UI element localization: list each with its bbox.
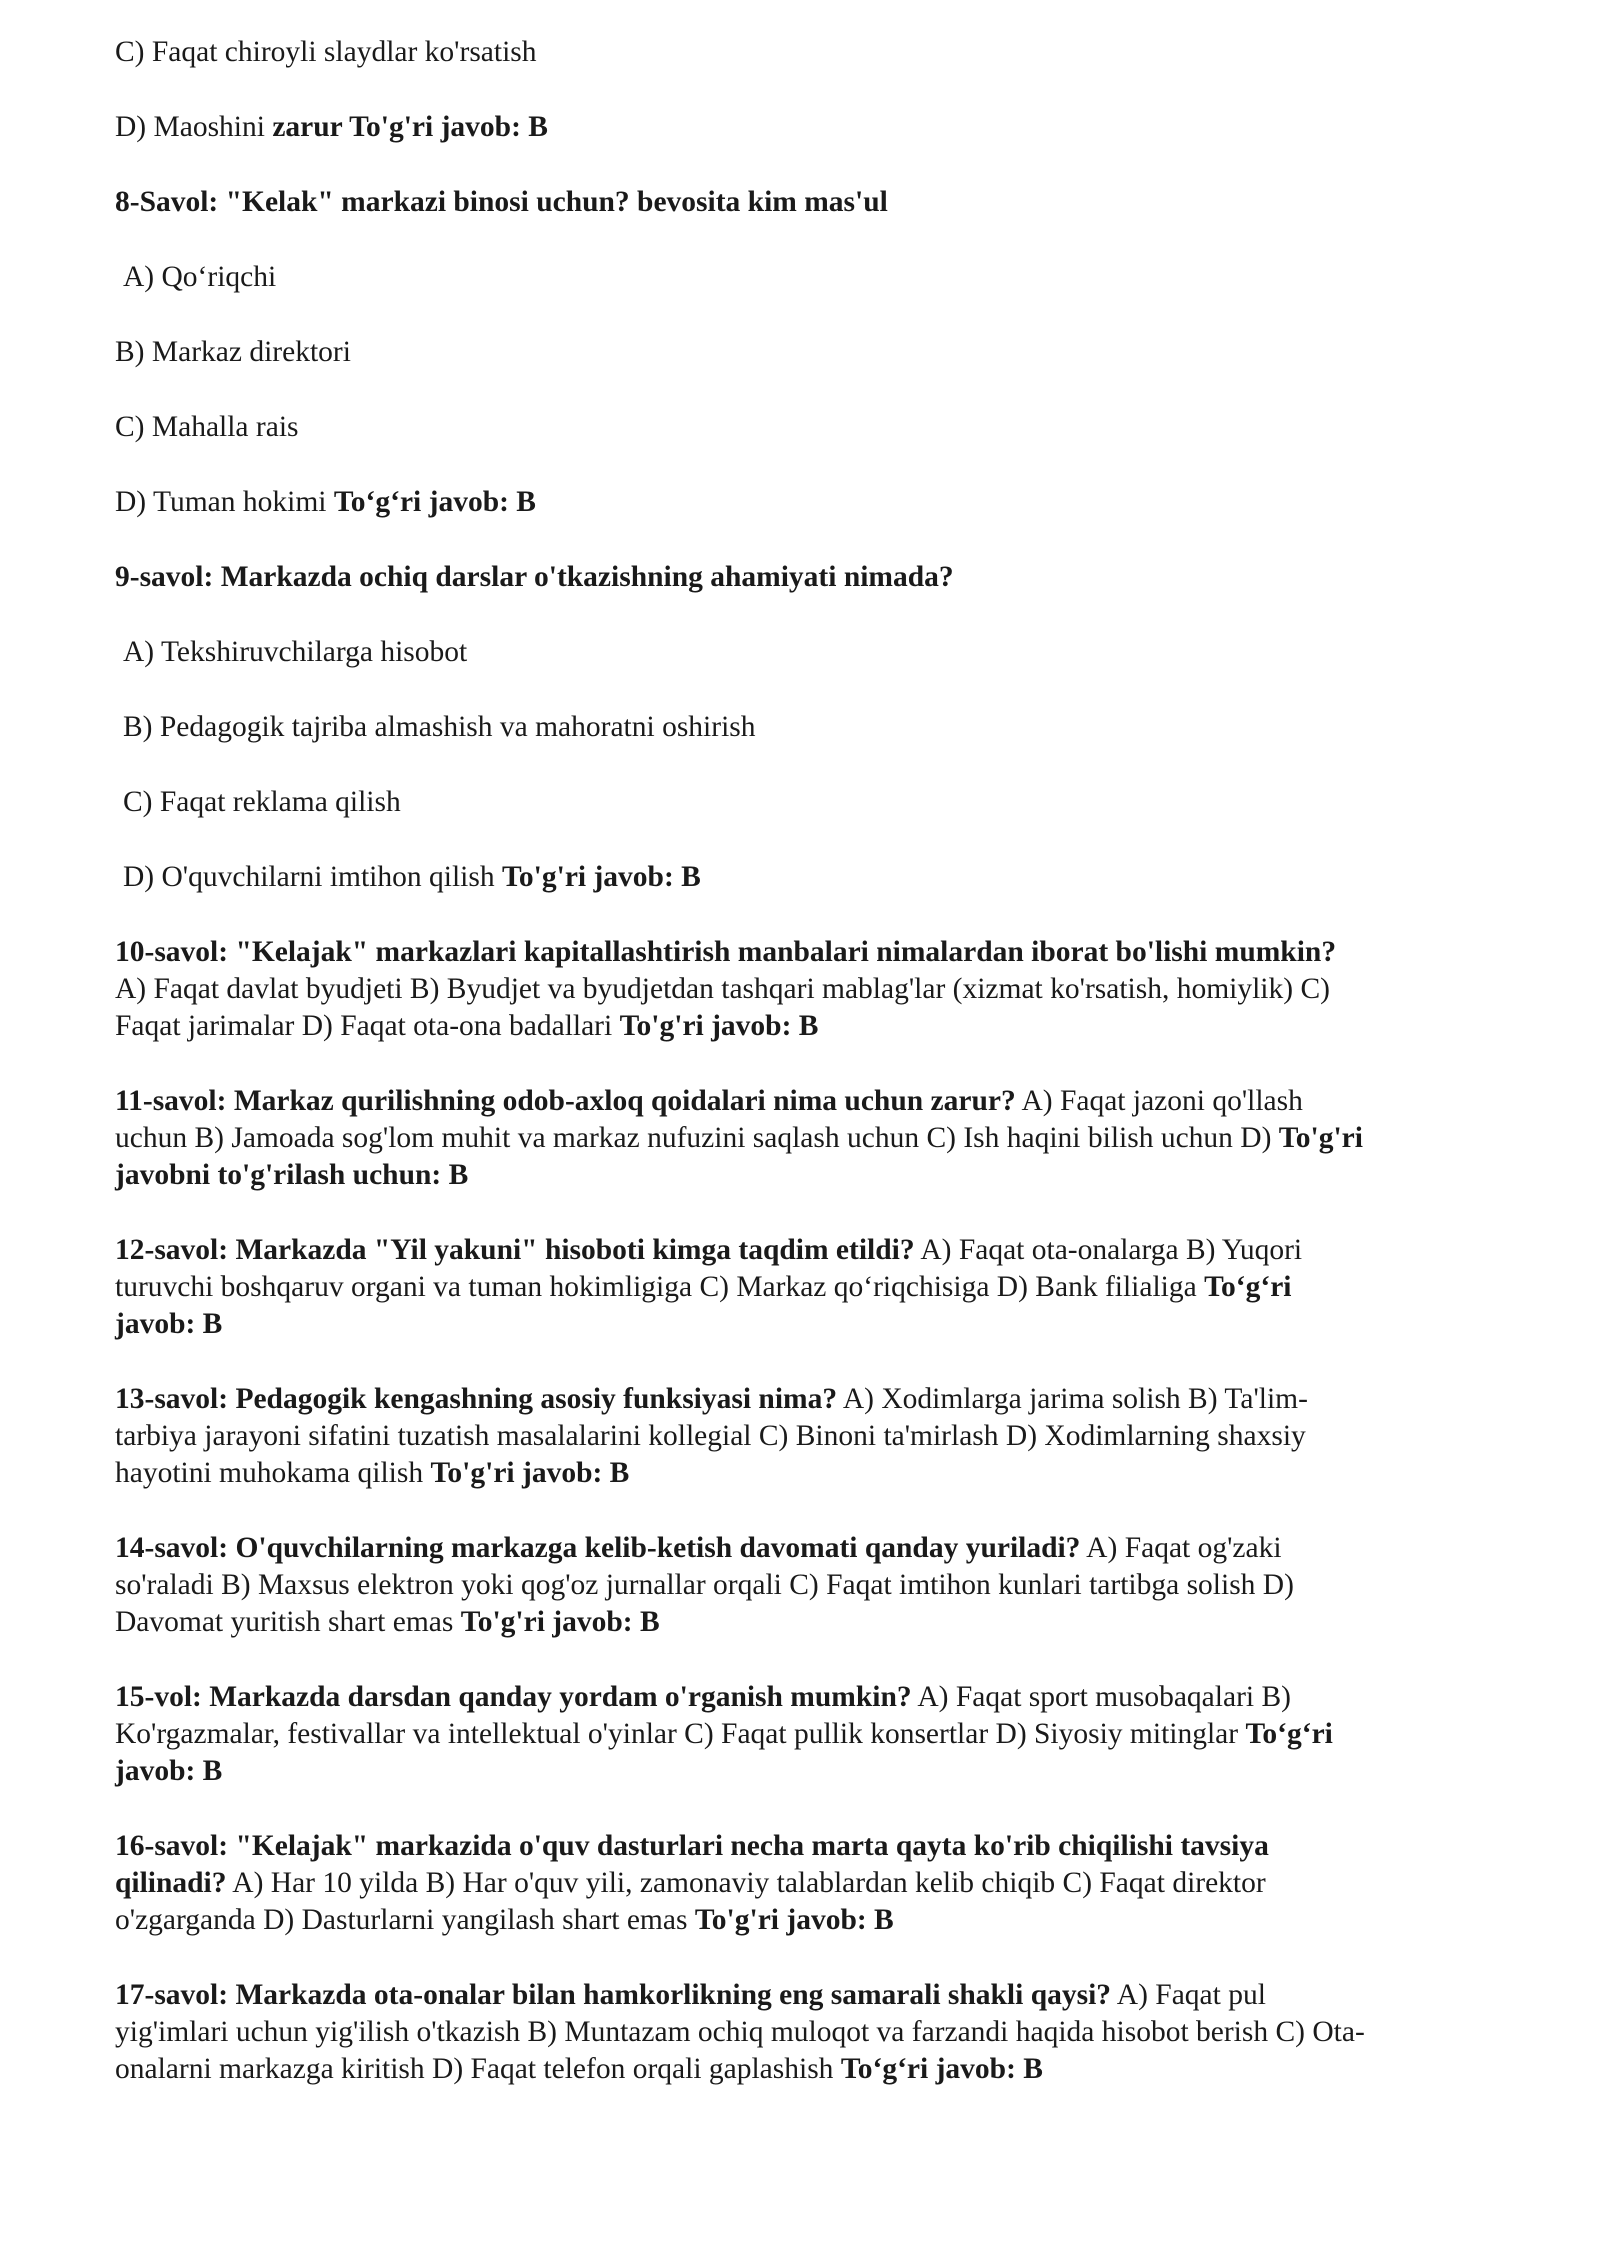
answer-text: To'g'ri javob: B <box>430 1457 630 1489</box>
q12-paragraph <box>115 1232 1495 1343</box>
answer-text: To'g'ri javob: B <box>619 1010 819 1042</box>
q14-paragraph <box>115 1530 1495 1641</box>
option-text: D) Tuman hokimi <box>115 486 334 518</box>
options-text: tarbiya jarayoni sifatini tuzatish masalalarini kollegial C) Binoni ta'mirlash D) Xodimlarning shaxsiy <box>115 1420 1306 1452</box>
answer-text: To'g'ri <box>1278 1122 1363 1154</box>
document-page <box>115 34 1495 2088</box>
option-text: C) Faqat chiroyli slaydlar ko'rsatish <box>115 36 537 68</box>
option-text: C) Faqat reklama qilish <box>123 786 401 818</box>
answer-text: To‘g‘ri javob: B <box>333 486 536 518</box>
q13-paragraph <box>115 1381 1495 1492</box>
q8-option-d <box>115 484 1495 521</box>
q11-paragraph <box>115 1083 1495 1194</box>
options-text: A) Faqat ota-onalarga B) Yuqori <box>914 1234 1303 1266</box>
q8-option-b <box>115 334 1495 371</box>
q7-option-c <box>115 34 1495 71</box>
option-text: A) Tekshiruvchilarga hisobot <box>123 636 468 668</box>
options-text: A) Xodimlarga jarima solish B) Ta'lim- <box>837 1383 1308 1415</box>
options-text: A) Faqat sport musobaqalari B) <box>911 1681 1291 1713</box>
answer-text: To‘g‘ri javob: B <box>840 2053 1043 2085</box>
options-text: onalarni markazga kiritish D) Faqat telefon orqali gaplashish <box>115 2053 841 2085</box>
q8-option-c <box>115 409 1495 446</box>
options-text: Faqat jarimalar D) Faqat ota-ona badallari <box>115 1010 620 1042</box>
q9-option-c <box>115 784 1495 821</box>
option-text: B) Pedagogik tajriba almashish va mahoratni oshirish <box>123 711 756 743</box>
q15-paragraph <box>115 1679 1495 1790</box>
options-text: A) Faqat og'zaki <box>1080 1532 1282 1564</box>
question-title: 15-vol: Markazda darsdan qanday yordam o'rganish mumkin? <box>115 1681 912 1713</box>
answer-text: To‘g‘ri <box>1204 1271 1292 1303</box>
options-text: o'zgarganda D) Dasturlarni yangilash shart emas <box>115 1904 695 1936</box>
q9-option-d <box>115 859 1495 896</box>
question-title: 9-savol: Markazda ochiq darslar o'tkazishning ahamiyati nimada? <box>115 561 954 593</box>
answer-text: To'g'ri javob: B <box>694 1904 894 1936</box>
question-title: 16-savol: "Kelajak" markazida o'quv dasturlari necha marta qayta ko'rib chiqilishi tavsiya <box>115 1830 1269 1862</box>
answer-text: javob: B <box>115 1308 223 1340</box>
options-text: A) Faqat davlat byudjeti B) Byudjet va byudjetdan tashqari mablag'lar (xizmat ko'rsatish, homiylik) C) <box>115 973 1330 1005</box>
options-text: A) Faqat jazoni qo'llash <box>1015 1085 1303 1117</box>
options-text: turuvchi boshqaruv organi va tuman hokimligiga C) Markaz qo‘riqchisiga D) Bank filialiga <box>115 1271 1205 1303</box>
q9-option-b <box>115 709 1495 746</box>
option-text: B) Markaz direktori <box>115 336 351 368</box>
options-text: A) Faqat pul <box>1111 1979 1266 2011</box>
answer-text: zarur To'g'ri javob: B <box>272 111 548 143</box>
question-title: 8-Savol: "Kelak" markazi binosi uchun? bevosita kim mas'ul <box>115 186 888 218</box>
options-text: hayotini muhokama qilish <box>115 1457 431 1489</box>
answer-text: javobni to'g'rilash uchun: B <box>115 1159 469 1191</box>
options-text: yig'imlari uchun yig'ilish o'tkazish B) Muntazam ochiq muloqot va farzandi haqida hisobot berish C) Ota- <box>115 2016 1365 2048</box>
options-text: Ko'rgazmalar, festivallar va intellektual o'yinlar C) Faqat pullik konsertlar D) Siyosiy mitinglar <box>115 1718 1246 1750</box>
question-title: 17-savol: Markazda ota-onalar bilan hamkorlikning eng samarali shakli qaysi? <box>115 1979 1112 2011</box>
options-text: A) Har 10 yilda B) Har o'quv yili, zamonaviy talablardan kelib chiqib C) Faqat direktor <box>226 1867 1266 1899</box>
q9-title <box>115 559 1495 596</box>
answer-text: To'g'ri javob: B <box>501 861 701 893</box>
q16-paragraph <box>115 1828 1495 1939</box>
option-text: D) Maoshini <box>115 111 273 143</box>
options-text: Davomat yuritish shart emas <box>115 1606 461 1638</box>
option-text: A) Qo‘riqchi <box>123 261 277 293</box>
option-text: C) Mahalla rais <box>115 411 299 443</box>
q8-title <box>115 184 1495 221</box>
question-title: 12-savol: Markazda "Yil yakuni" hisoboti kimga taqdim etildi? <box>115 1234 915 1266</box>
option-text: D) O'quvchilarni imtihon qilish <box>123 861 502 893</box>
q7-option-d <box>115 109 1495 146</box>
question-title: 11-savol: Markaz qurilishning odob-axloq qoidalari nima uchun zarur? <box>115 1085 1016 1117</box>
q17-paragraph <box>115 1977 1495 2088</box>
question-title: 13-savol: Pedagogik kengashning asosiy funksiyasi nima? <box>115 1383 838 1415</box>
answer-text: To‘g‘ri <box>1245 1718 1333 1750</box>
q8-option-a <box>115 259 1495 296</box>
options-text: so'raladi B) Maxsus elektron yoki qog'oz jurnallar orqali C) Faqat imtihon kunlari tartibga solish D) <box>115 1569 1294 1601</box>
answer-text: javob: B <box>115 1755 223 1787</box>
question-title: 14-savol: O'quvchilarning markazga kelib-ketish davomati qanday yuriladi? <box>115 1532 1081 1564</box>
q10-paragraph <box>115 934 1495 1045</box>
options-text: uchun B) Jamoada sog'lom muhit va markaz nufuzini saqlash uchun C) Ish haqini bilish uchun D) <box>115 1122 1279 1154</box>
answer-text: To'g'ri javob: B <box>460 1606 660 1638</box>
q9-option-a <box>115 634 1495 671</box>
question-title: qilinadi? <box>115 1867 227 1899</box>
question-title: 10-savol: "Kelajak" markazlari kapitallashtirish manbalari nimalardan iborat bo'lishi mumkin? <box>115 936 1337 968</box>
